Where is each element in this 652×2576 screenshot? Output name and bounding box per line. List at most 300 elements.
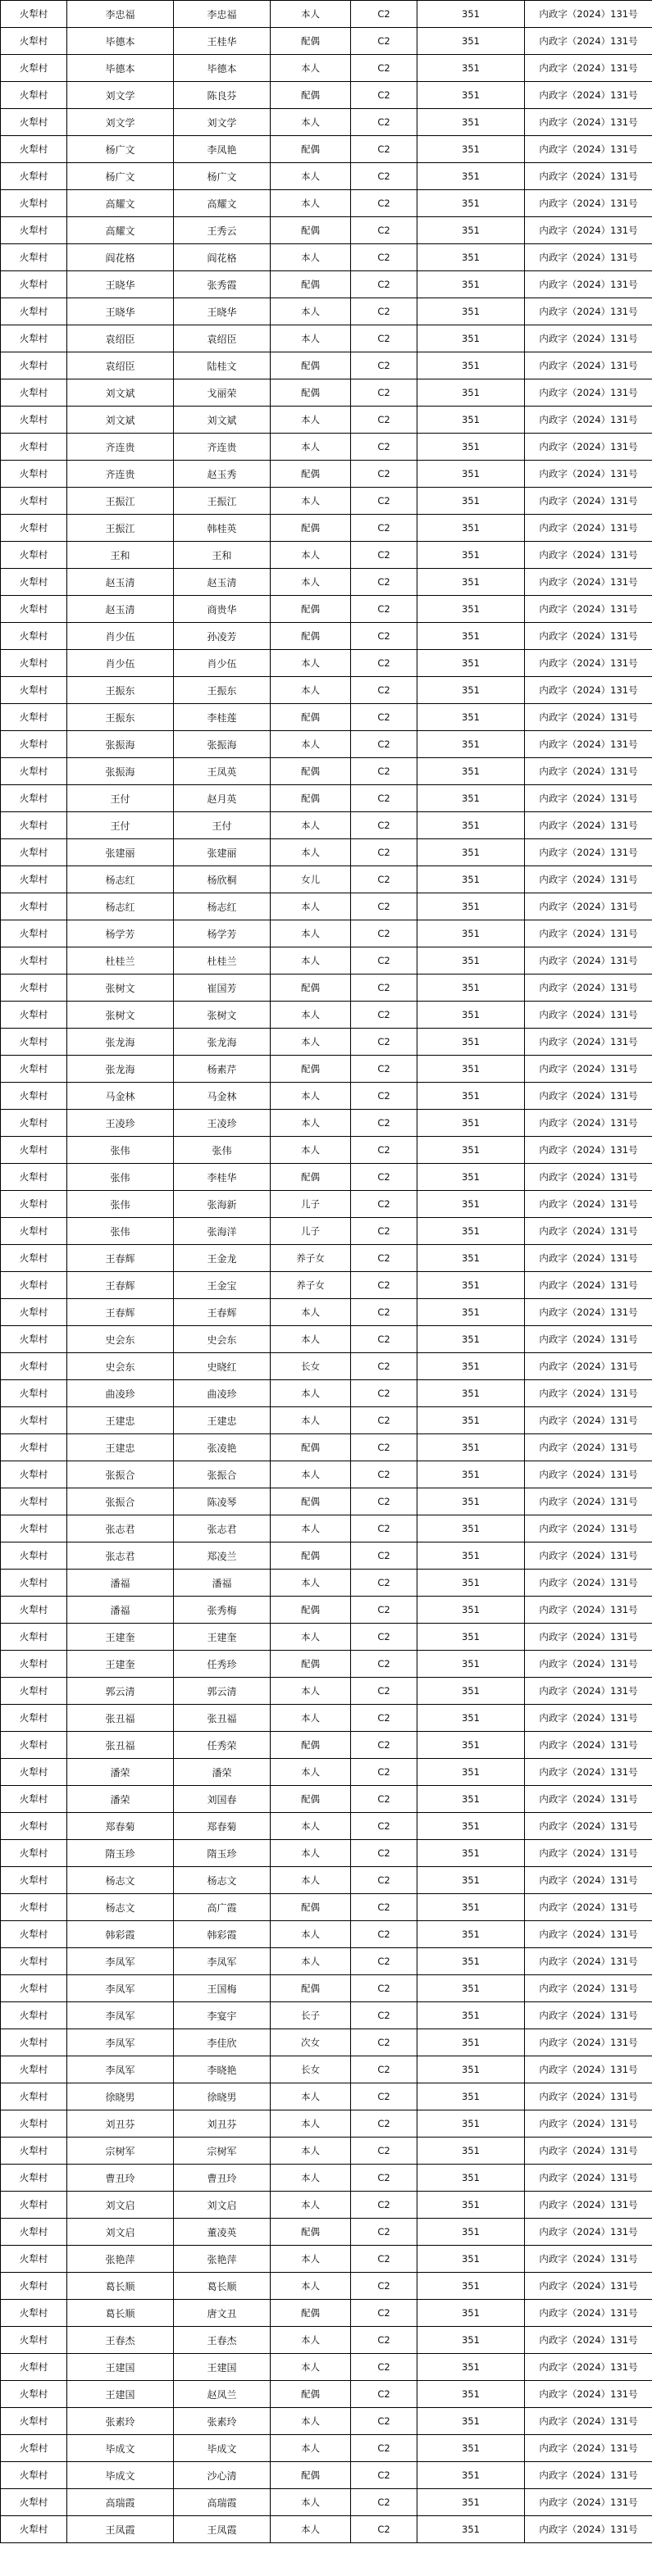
table-row — [1, 488, 652, 515]
table-row — [1, 2002, 652, 2029]
document-number-cell: 内政字（2024）131号 — [525, 758, 652, 785]
document-number-cell: 内政字（2024）131号 — [525, 1245, 652, 1272]
member-name-cell: 杨广文 — [174, 163, 271, 190]
amount-cell: 351 — [417, 2083, 525, 2110]
member-name-cell: 张秀梅 — [174, 1597, 271, 1624]
member-name-cell: 李佳欣 — [174, 2029, 271, 2056]
householder-cell: 曹丑玲 — [67, 2165, 174, 2192]
license-class-cell: C2 — [351, 82, 417, 109]
member-name-cell: 杨志文 — [174, 1867, 271, 1894]
relation-cell: 本人 — [271, 1461, 351, 1488]
table-row — [1, 947, 652, 975]
table-row — [1, 1110, 652, 1137]
relation-cell: 配偶 — [271, 1164, 351, 1191]
table-row — [1, 1921, 652, 1948]
householder-cell: 张振海 — [67, 731, 174, 758]
village-cell: 火犁村 — [1, 407, 67, 434]
table-row — [1, 542, 652, 569]
license-class-cell: C2 — [351, 785, 417, 812]
document-number-cell: 内政字（2024）131号 — [525, 1407, 652, 1434]
table-row — [1, 1326, 652, 1353]
table-row — [1, 1542, 652, 1570]
householder-cell: 史会东 — [67, 1353, 174, 1380]
member-name-cell: 王桂华 — [174, 28, 271, 55]
village-cell: 火犁村 — [1, 2462, 67, 2489]
householder-cell: 王建忠 — [67, 1407, 174, 1434]
member-name-cell: 任秀珍 — [174, 1651, 271, 1678]
table-row — [1, 1434, 652, 1461]
license-class-cell: C2 — [351, 2083, 417, 2110]
householder-cell: 刘文斌 — [67, 407, 174, 434]
householder-cell: 潘福 — [67, 1570, 174, 1597]
table-row — [1, 1164, 652, 1191]
document-number-cell: 内政字（2024）131号 — [525, 1948, 652, 1975]
amount-cell: 351 — [417, 1813, 525, 1840]
village-cell: 火犁村 — [1, 1570, 67, 1597]
document-number-cell: 内政字（2024）131号 — [525, 1299, 652, 1326]
amount-cell: 351 — [417, 1840, 525, 1867]
license-class-cell: C2 — [351, 2327, 417, 2354]
member-name-cell: 张秀霞 — [174, 271, 271, 298]
householder-cell: 张振合 — [67, 1488, 174, 1515]
document-number-cell: 内政字（2024）131号 — [525, 1759, 652, 1786]
member-name-cell: 高耀文 — [174, 190, 271, 217]
document-number-cell: 内政字（2024）131号 — [525, 1056, 652, 1083]
member-name-cell: 王建奎 — [174, 1624, 271, 1651]
relation-cell: 长女 — [271, 2056, 351, 2083]
member-name-cell: 王凤霞 — [174, 2516, 271, 2543]
member-name-cell: 王金宝 — [174, 1272, 271, 1299]
householder-cell: 张龙海 — [67, 1029, 174, 1056]
village-cell: 火犁村 — [1, 2192, 67, 2219]
amount-cell: 351 — [417, 2327, 525, 2354]
village-cell: 火犁村 — [1, 1921, 67, 1948]
amount-cell: 351 — [417, 1651, 525, 1678]
village-cell: 火犁村 — [1, 920, 67, 947]
relation-cell: 本人 — [271, 947, 351, 975]
relation-cell: 配偶 — [271, 2219, 351, 2246]
village-cell: 火犁村 — [1, 2489, 67, 2516]
document-number-cell: 内政字（2024）131号 — [525, 866, 652, 893]
license-class-cell: C2 — [351, 244, 417, 271]
member-name-cell: 陆桂文 — [174, 352, 271, 379]
householder-cell: 毕成文 — [67, 2462, 174, 2489]
license-class-cell: C2 — [351, 839, 417, 866]
village-cell: 火犁村 — [1, 2056, 67, 2083]
license-class-cell: C2 — [351, 28, 417, 55]
member-name-cell: 徐晓男 — [174, 2083, 271, 2110]
member-name-cell: 王付 — [174, 812, 271, 839]
document-number-cell: 内政字（2024）131号 — [525, 731, 652, 758]
relation-cell: 本人 — [271, 2165, 351, 2192]
village-cell: 火犁村 — [1, 1461, 67, 1488]
relation-cell: 本人 — [271, 1083, 351, 1110]
village-cell: 火犁村 — [1, 623, 67, 650]
member-name-cell: 董凌英 — [174, 2219, 271, 2246]
table-row — [1, 136, 652, 163]
amount-cell: 351 — [417, 163, 525, 190]
license-class-cell: C2 — [351, 2138, 417, 2165]
member-name-cell: 张伟 — [174, 1137, 271, 1164]
table-row — [1, 1759, 652, 1786]
document-number-cell: 内政字（2024）131号 — [525, 1002, 652, 1029]
member-name-cell: 李凤军 — [174, 1948, 271, 1975]
village-cell: 火犁村 — [1, 704, 67, 731]
relation-cell: 配偶 — [271, 379, 351, 407]
license-class-cell: C2 — [351, 271, 417, 298]
table-row — [1, 1570, 652, 1597]
amount-cell: 351 — [417, 136, 525, 163]
householder-cell: 王建奎 — [67, 1624, 174, 1651]
village-cell: 火犁村 — [1, 758, 67, 785]
village-cell: 火犁村 — [1, 1867, 67, 1894]
village-cell: 火犁村 — [1, 1624, 67, 1651]
householder-cell: 王建忠 — [67, 1434, 174, 1461]
member-name-cell: 刘文斌 — [174, 407, 271, 434]
member-name-cell: 潘福 — [174, 1570, 271, 1597]
amount-cell: 351 — [417, 1137, 525, 1164]
village-cell: 火犁村 — [1, 1110, 67, 1137]
license-class-cell: C2 — [351, 2056, 417, 2083]
table-row — [1, 1056, 652, 1083]
member-name-cell: 刘文启 — [174, 2192, 271, 2219]
relation-cell: 本人 — [271, 839, 351, 866]
license-class-cell: C2 — [351, 2192, 417, 2219]
document-number-cell: 内政字（2024）131号 — [525, 1515, 652, 1542]
member-name-cell: 马金林 — [174, 1083, 271, 1110]
member-name-cell: 商贵华 — [174, 596, 271, 623]
amount-cell: 351 — [417, 461, 525, 488]
member-name-cell: 王秀云 — [174, 217, 271, 244]
householder-cell: 郭云清 — [67, 1678, 174, 1705]
village-cell: 火犁村 — [1, 947, 67, 975]
amount-cell: 351 — [417, 1488, 525, 1515]
village-cell: 火犁村 — [1, 1597, 67, 1624]
table-row — [1, 1867, 652, 1894]
license-class-cell: C2 — [351, 2273, 417, 2300]
member-name-cell: 唐文丑 — [174, 2300, 271, 2327]
relation-cell: 本人 — [271, 1380, 351, 1407]
relation-cell: 本人 — [271, 569, 351, 596]
relation-cell: 本人 — [271, 677, 351, 704]
license-class-cell: C2 — [351, 2462, 417, 2489]
amount-cell: 351 — [417, 325, 525, 352]
table-row — [1, 2300, 652, 2327]
amount-cell: 351 — [417, 1353, 525, 1380]
member-name-cell: 张丑福 — [174, 1705, 271, 1732]
table-row — [1, 1894, 652, 1921]
householder-cell: 刘文斌 — [67, 379, 174, 407]
householder-cell: 马金林 — [67, 1083, 174, 1110]
householder-cell: 毕德本 — [67, 28, 174, 55]
householder-cell: 王建国 — [67, 2381, 174, 2408]
relation-cell: 本人 — [271, 650, 351, 677]
table-row — [1, 298, 652, 325]
document-number-cell: 内政字（2024）131号 — [525, 2083, 652, 2110]
householder-cell: 张丑福 — [67, 1705, 174, 1732]
member-name-cell: 赵月英 — [174, 785, 271, 812]
householder-cell: 高瑞霞 — [67, 2489, 174, 2516]
license-class-cell: C2 — [351, 1245, 417, 1272]
amount-cell: 351 — [417, 2435, 525, 2462]
amount-cell: 351 — [417, 217, 525, 244]
license-class-cell: C2 — [351, 1921, 417, 1948]
relation-cell: 本人 — [271, 407, 351, 434]
member-name-cell: 崔国芳 — [174, 975, 271, 1002]
table-row — [1, 1840, 652, 1867]
document-number-cell: 内政字（2024）131号 — [525, 109, 652, 136]
license-class-cell: C2 — [351, 217, 417, 244]
document-number-cell: 内政字（2024）131号 — [525, 1542, 652, 1570]
village-cell: 火犁村 — [1, 461, 67, 488]
relation-cell: 本人 — [271, 298, 351, 325]
document-number-cell: 内政字（2024）131号 — [525, 2273, 652, 2300]
member-name-cell: 王振东 — [174, 677, 271, 704]
license-class-cell: C2 — [351, 1786, 417, 1813]
amount-cell: 351 — [417, 1164, 525, 1191]
amount-cell: 351 — [417, 893, 525, 920]
amount-cell: 351 — [417, 1218, 525, 1245]
license-class-cell: C2 — [351, 298, 417, 325]
amount-cell: 351 — [417, 1948, 525, 1975]
householder-cell: 王春辉 — [67, 1272, 174, 1299]
license-class-cell: C2 — [351, 1840, 417, 1867]
table-row — [1, 704, 652, 731]
license-class-cell: C2 — [351, 1164, 417, 1191]
householder-cell: 徐晓男 — [67, 2083, 174, 2110]
table-row — [1, 55, 652, 82]
householder-cell: 袁绍臣 — [67, 325, 174, 352]
table-row — [1, 1624, 652, 1651]
relation-cell: 女儿 — [271, 866, 351, 893]
document-number-cell: 内政字（2024）131号 — [525, 1651, 652, 1678]
village-cell: 火犁村 — [1, 1, 67, 28]
license-class-cell: C2 — [351, 1137, 417, 1164]
householder-cell: 张建丽 — [67, 839, 174, 866]
document-number-cell: 内政字（2024）131号 — [525, 1083, 652, 1110]
village-cell: 火犁村 — [1, 677, 67, 704]
table-row — [1, 893, 652, 920]
table-row — [1, 677, 652, 704]
table-row — [1, 650, 652, 677]
table-row — [1, 1705, 652, 1732]
table-row — [1, 1786, 652, 1813]
table-row — [1, 2165, 652, 2192]
relation-cell: 本人 — [271, 163, 351, 190]
table-row — [1, 1191, 652, 1218]
householder-cell: 郑春菊 — [67, 1813, 174, 1840]
village-cell: 火犁村 — [1, 2435, 67, 2462]
village-cell: 火犁村 — [1, 2516, 67, 2543]
table-row — [1, 2381, 652, 2408]
document-number-cell: 内政字（2024）131号 — [525, 704, 652, 731]
relation-cell: 本人 — [271, 1678, 351, 1705]
table-row — [1, 1948, 652, 1975]
householder-cell: 刘文学 — [67, 82, 174, 109]
village-cell: 火犁村 — [1, 1083, 67, 1110]
document-number-cell: 内政字（2024）131号 — [525, 650, 652, 677]
document-number-cell: 内政字（2024）131号 — [525, 1110, 652, 1137]
license-class-cell: C2 — [351, 596, 417, 623]
amount-cell: 351 — [417, 2138, 525, 2165]
member-name-cell: 杨素芹 — [174, 1056, 271, 1083]
village-cell: 火犁村 — [1, 1434, 67, 1461]
document-number-cell: 内政字（2024）131号 — [525, 2165, 652, 2192]
amount-cell: 351 — [417, 1515, 525, 1542]
license-class-cell: C2 — [351, 1272, 417, 1299]
householder-cell: 张树文 — [67, 1002, 174, 1029]
table-row — [1, 28, 652, 55]
householder-cell: 肖少伍 — [67, 650, 174, 677]
relation-cell: 配偶 — [271, 1488, 351, 1515]
license-class-cell: C2 — [351, 1326, 417, 1353]
householder-cell: 王建奎 — [67, 1651, 174, 1678]
village-cell: 火犁村 — [1, 569, 67, 596]
relation-cell: 本人 — [271, 2246, 351, 2273]
householder-cell: 张丑福 — [67, 1732, 174, 1759]
table-row — [1, 1002, 652, 1029]
amount-cell: 351 — [417, 596, 525, 623]
relation-cell: 本人 — [271, 1, 351, 28]
relation-cell: 本人 — [271, 1624, 351, 1651]
license-class-cell: C2 — [351, 1380, 417, 1407]
amount-cell: 351 — [417, 1921, 525, 1948]
table-row — [1, 975, 652, 1002]
relation-cell: 本人 — [271, 2489, 351, 2516]
document-number-cell: 内政字（2024）131号 — [525, 271, 652, 298]
amount-cell: 351 — [417, 109, 525, 136]
document-number-cell: 内政字（2024）131号 — [525, 1867, 652, 1894]
village-cell: 火犁村 — [1, 2273, 67, 2300]
license-class-cell: C2 — [351, 1867, 417, 1894]
relation-cell: 本人 — [271, 190, 351, 217]
village-cell: 火犁村 — [1, 82, 67, 109]
relation-cell: 本人 — [271, 2273, 351, 2300]
relation-cell: 儿子 — [271, 1218, 351, 1245]
table-row — [1, 2408, 652, 2435]
amount-cell: 351 — [417, 2029, 525, 2056]
amount-cell: 351 — [417, 650, 525, 677]
village-cell: 火犁村 — [1, 812, 67, 839]
member-name-cell: 任秀荣 — [174, 1732, 271, 1759]
householder-cell: 王晓华 — [67, 298, 174, 325]
document-number-cell: 内政字（2024）131号 — [525, 1705, 652, 1732]
table-row — [1, 217, 652, 244]
member-name-cell: 张振海 — [174, 731, 271, 758]
document-number-cell: 内政字（2024）131号 — [525, 2381, 652, 2408]
relation-cell: 本人 — [271, 1002, 351, 1029]
member-name-cell: 高瑞霞 — [174, 2489, 271, 2516]
village-cell: 火犁村 — [1, 596, 67, 623]
householder-cell: 张素玲 — [67, 2408, 174, 2435]
householder-cell: 杜桂兰 — [67, 947, 174, 975]
member-name-cell: 杨欣桐 — [174, 866, 271, 893]
householder-cell: 毕成文 — [67, 2435, 174, 2462]
householder-cell: 王振东 — [67, 704, 174, 731]
amount-cell: 351 — [417, 2110, 525, 2138]
amount-cell: 351 — [417, 677, 525, 704]
member-name-cell: 张龙海 — [174, 1029, 271, 1056]
license-class-cell: C2 — [351, 975, 417, 1002]
village-cell: 火犁村 — [1, 2002, 67, 2029]
householder-cell: 杨志文 — [67, 1867, 174, 1894]
member-name-cell: 李凤艳 — [174, 136, 271, 163]
table-row — [1, 244, 652, 271]
village-cell: 火犁村 — [1, 1705, 67, 1732]
table-row — [1, 1975, 652, 2002]
document-number-cell: 内政字（2024）131号 — [525, 2462, 652, 2489]
householder-cell: 张志君 — [67, 1542, 174, 1570]
relation-cell: 配偶 — [271, 1542, 351, 1570]
member-name-cell: 杨学芳 — [174, 920, 271, 947]
table-row — [1, 2110, 652, 2138]
license-class-cell: C2 — [351, 1651, 417, 1678]
member-name-cell: 王凌珍 — [174, 1110, 271, 1137]
document-number-cell: 内政字（2024）131号 — [525, 1840, 652, 1867]
village-cell: 火犁村 — [1, 1488, 67, 1515]
amount-cell: 351 — [417, 1894, 525, 1921]
relation-cell: 本人 — [271, 1759, 351, 1786]
village-cell: 火犁村 — [1, 1245, 67, 1272]
village-cell: 火犁村 — [1, 1272, 67, 1299]
householder-cell: 张龙海 — [67, 1056, 174, 1083]
amount-cell: 351 — [417, 1570, 525, 1597]
relation-cell: 配偶 — [271, 82, 351, 109]
license-class-cell: C2 — [351, 1461, 417, 1488]
amount-cell: 351 — [417, 2516, 525, 2543]
village-cell: 火犁村 — [1, 1191, 67, 1218]
table-row — [1, 1218, 652, 1245]
village-cell: 火犁村 — [1, 515, 67, 542]
householder-cell: 李凤军 — [67, 2029, 174, 2056]
village-cell: 火犁村 — [1, 785, 67, 812]
table-row — [1, 1353, 652, 1380]
amount-cell: 351 — [417, 2002, 525, 2029]
member-name-cell: 赵玉清 — [174, 569, 271, 596]
amount-cell: 351 — [417, 731, 525, 758]
householder-cell: 肖少伍 — [67, 623, 174, 650]
license-class-cell: C2 — [351, 325, 417, 352]
table-row — [1, 1, 652, 28]
village-cell: 火犁村 — [1, 163, 67, 190]
amount-cell: 351 — [417, 1975, 525, 2002]
license-class-cell: C2 — [351, 2489, 417, 2516]
amount-cell: 351 — [417, 1624, 525, 1651]
amount-cell: 351 — [417, 1056, 525, 1083]
table-row — [1, 2489, 652, 2516]
license-class-cell: C2 — [351, 1705, 417, 1732]
table-row — [1, 1299, 652, 1326]
householder-cell: 杨广文 — [67, 136, 174, 163]
document-number-cell: 内政字（2024）131号 — [525, 569, 652, 596]
document-number-cell: 内政字（2024）131号 — [525, 1137, 652, 1164]
license-class-cell: C2 — [351, 1894, 417, 1921]
member-name-cell: 张振合 — [174, 1461, 271, 1488]
relation-cell: 本人 — [271, 2083, 351, 2110]
document-number-cell: 内政字（2024）131号 — [525, 1732, 652, 1759]
table-row — [1, 623, 652, 650]
license-class-cell: C2 — [351, 163, 417, 190]
amount-cell: 351 — [417, 1272, 525, 1299]
license-class-cell: C2 — [351, 2354, 417, 2381]
member-name-cell: 王建国 — [174, 2354, 271, 2381]
householder-cell: 张伟 — [67, 1137, 174, 1164]
amount-cell: 351 — [417, 1732, 525, 1759]
amount-cell: 351 — [417, 1029, 525, 1056]
amount-cell: 351 — [417, 2300, 525, 2327]
license-class-cell: C2 — [351, 136, 417, 163]
amount-cell: 351 — [417, 1407, 525, 1434]
